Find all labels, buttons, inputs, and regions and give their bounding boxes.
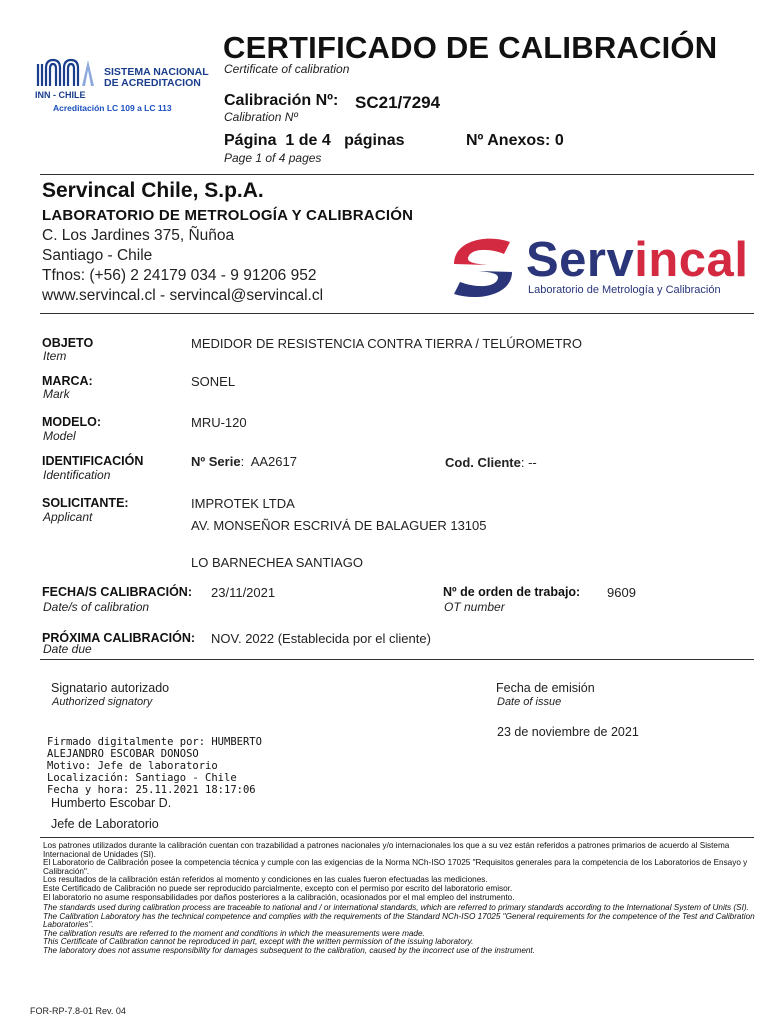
cliente-field: Cod. Cliente: -- — [445, 455, 537, 470]
solicitante-address-line2: LO BARNECHEA SANTIAGO — [191, 555, 363, 570]
fecha-calibracion-label: FECHA/S CALIBRACIÓN: — [42, 585, 192, 599]
identificacion-label: IDENTIFICACIÓN — [42, 454, 144, 468]
digital-signature — [47, 736, 262, 796]
digital-signature-line: Motivo: Jefe de laboratorio — [47, 760, 218, 772]
page-label: Página — [224, 132, 277, 149]
marca-value: SONEL — [191, 374, 236, 389]
page-indicator-en: Page 1 of 4 pages — [224, 151, 322, 165]
servincal-wordmark-part1: Serv — [526, 233, 635, 287]
marca-label-en: Mark — [43, 387, 70, 401]
cliente-label: Cod. Cliente — [445, 455, 521, 470]
note-en: The calibration results are referred to the moment and conditions in which the measurements were made. — [43, 928, 425, 938]
note-es: El Laboratorio de Calibración posee la competencia técnica y cumple con las exigencias de la Norma NCh-ISO 17025 "Requisitos generales para la competencia de los Laboratorios de Ensayo y Calibración". — [43, 858, 748, 876]
inn-name-line1: SISTEMA NACIONAL — [104, 66, 209, 78]
calibration-number-label-en: Calibration Nº — [224, 110, 298, 124]
company-address: C. Los Jardines 375, Ñuñoa — [42, 227, 235, 244]
orden-trabajo-label-en: OT number — [444, 600, 505, 614]
objeto-label-en: Item — [43, 349, 67, 363]
proxima-calibracion-label: PRÓXIMA CALIBRACIÓN: — [42, 631, 196, 645]
digital-signature-line: ALEJANDRO ESCOBAR DONOSO — [47, 748, 199, 760]
servincal-wordmark — [526, 232, 748, 288]
company-phones: Tfnos: (+56) 2 24179 034 - 9 91206 952 — [42, 267, 317, 284]
signature-divider — [40, 837, 754, 838]
note-en: The standards used during calibration process are traceable to national and / or international standards, which are referred to primary standards according to the International System of Units (SI). — [43, 903, 749, 912]
notes-spanish — [43, 842, 755, 902]
objeto-value: MEDIDOR DE RESISTENCIA CONTRA TIERRA / TELÚROMETRO — [191, 336, 583, 351]
proxima-calibracion-value: NOV. 2022 (Establecida por el cliente) — [211, 631, 431, 646]
inn-chile-label: INN - CHILE — [35, 90, 86, 100]
company-name: Servincal Chile, S.p.A. — [42, 179, 264, 202]
solicitante-label: SOLICITANTE: — [42, 496, 129, 510]
objeto-label: OBJETO — [42, 336, 94, 350]
issue-date-label: Fecha de emisión — [496, 681, 595, 695]
company-web: www.servincal.cl - servincal@servincal.cl — [42, 287, 324, 304]
company-divider — [40, 313, 754, 314]
servincal-s-mark-icon — [448, 234, 518, 302]
serie-value: AA2617 — [250, 454, 297, 469]
digital-signature-line: Firmado digitalmente por: HUMBERTO — [47, 736, 262, 748]
identificacion-label-en: Identification — [43, 468, 111, 482]
form-code: FOR-RP-7.8-01 Rev. 04 — [30, 1006, 126, 1016]
note-en: The Calibration Laboratory has the technical competence and complies with the requirements of the Standard NCh-ISO 17025 "General requirements for the competence of the Test and Calibration Laboratories". — [43, 911, 755, 930]
header-divider — [40, 174, 754, 175]
digital-signature-line: Localización: Santiago - Chile — [47, 772, 237, 784]
signatory-label-en: Authorized signatory — [52, 696, 153, 708]
digital-signature-line: Fecha y hora: 25.11.2021 18:17:06 — [47, 784, 256, 796]
notes-english — [43, 904, 755, 956]
orden-trabajo-value: 9609 — [607, 585, 636, 600]
page-total: 4 — [321, 132, 331, 149]
item-divider — [40, 659, 754, 660]
modelo-label-en: Model — [43, 429, 76, 443]
note-en: The laboratory does not assume responsibility for damages subsequent to the calibration, caused by the incorrect use of the instrument. — [43, 945, 535, 955]
document-title-en: Certificate of calibration — [224, 62, 350, 76]
page-indicator — [224, 132, 405, 150]
signatory-label: Signatario autorizado — [51, 681, 170, 695]
serie-field: Nº Serie: AA2617 — [191, 454, 297, 469]
company-city: Santiago - Chile — [42, 247, 153, 264]
note-es: Este Certificado de Calibración no puede ser reproducido parcialmente, excepto con el permiso por escrito del laboratorio emisor. — [43, 883, 513, 893]
fecha-calibracion-value: 23/11/2021 — [211, 585, 276, 600]
pages-word: páginas — [344, 132, 405, 149]
serie-label: Nº Serie — [191, 454, 241, 469]
document-title: CERTIFICADO DE CALIBRACIÓN — [223, 30, 718, 65]
calibration-number-label: Calibración Nº: — [224, 92, 339, 109]
modelo-label: MODELO: — [42, 415, 102, 429]
servincal-tagline: Laboratorio de Metrología y Calibración — [528, 284, 721, 296]
signer-name: Humberto Escobar D. — [51, 796, 172, 810]
fecha-calibracion-label-en: Date/s of calibration — [43, 600, 150, 614]
page-current: 1 — [285, 132, 295, 149]
orden-trabajo-label: Nº de orden de trabajo: — [443, 585, 581, 599]
annexes-label: Nº Anexos: — [466, 132, 551, 149]
note-es: El laboratorio no asume responsabilidades por daños posteriores a la calibración, ocasionados por el mal empleo del instrumento. — [43, 892, 515, 902]
calibration-number: SC21/7294 — [355, 93, 441, 112]
signer-title: Jefe de Laboratorio — [51, 817, 159, 831]
page-of: de — [298, 132, 318, 149]
servincal-wordmark-part2: incal — [634, 233, 749, 287]
proxima-calibracion-label-en: Date due — [43, 642, 92, 656]
note-es: Los patrones utilizados durante la calibración cuentan con trazabilidad a patrones nacionales y/o internacionales los que a su vez están referidos a patrones primarios de acuerdo al Sistema Internacional de Unidades (SI). — [43, 841, 730, 859]
annexes-value: 0 — [554, 132, 564, 149]
issue-date-label-en: Date of issue — [497, 696, 562, 708]
modelo-value: MRU-120 — [191, 415, 247, 430]
solicitante-label-en: Applicant — [43, 510, 93, 524]
inn-name-line2: DE ACREDITACION — [104, 77, 201, 89]
solicitante-address-line1: AV. MONSEÑOR ESCRIVÁ DE BALAGUER 13105 — [191, 518, 487, 533]
inn-accreditation: Acreditación LC 109 a LC 113 — [53, 103, 172, 113]
issue-date-value: 23 de noviembre de 2021 — [497, 725, 639, 739]
inn-logo-mark-icon — [35, 56, 97, 90]
lab-name: LABORATORIO DE METROLOGÍA Y CALIBRACIÓN — [42, 207, 414, 224]
note-es: Los resultados de la calibración están referidos al momento y condiciones en las cuales fueron efectuadas las mediciones. — [43, 875, 488, 885]
annexes — [466, 132, 564, 150]
note-en: This Certificate of Calibration cannot be reproduced in part, except with the written permission of the issuing laboratory. — [43, 937, 474, 947]
cliente-value: -- — [528, 455, 537, 470]
marca-label: MARCA: — [42, 374, 93, 388]
solicitante-name: IMPROTEK LTDA — [191, 496, 295, 511]
